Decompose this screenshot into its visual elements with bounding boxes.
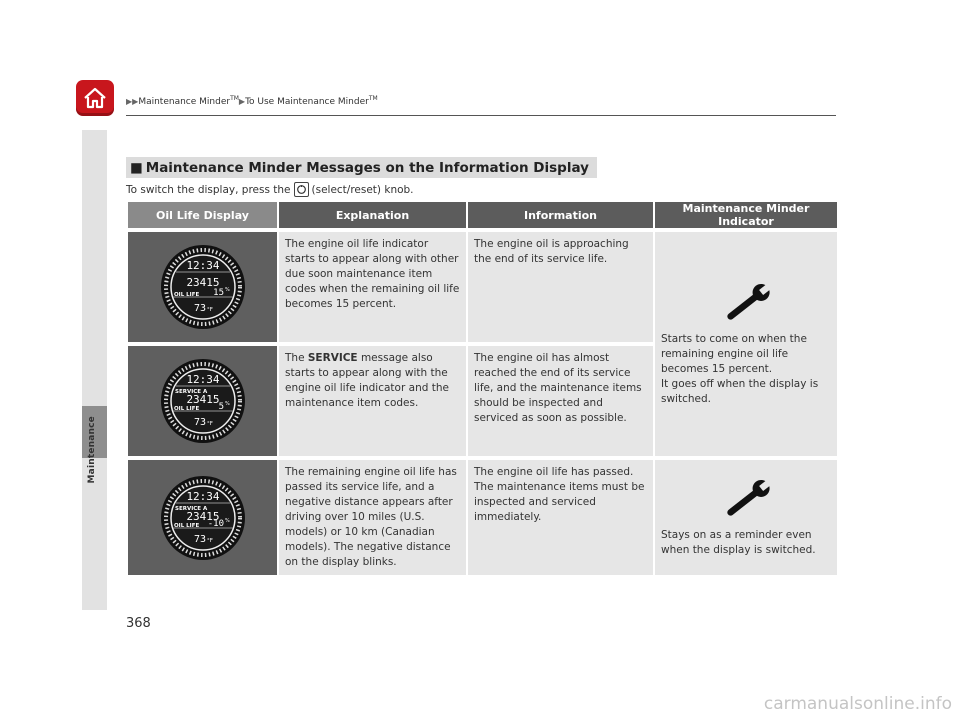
explanation-text: message also starts to appear along with the engine oil life indicator and the maintenance item codes.	[285, 352, 449, 409]
col-header-oil-life: Oil Life Display	[127, 202, 278, 230]
clock-readout: 12:34	[185, 373, 220, 386]
oil-life-gauge	[158, 470, 248, 566]
clock-readout: 12:34	[185, 489, 220, 503]
intro-before: To switch the display, press the	[126, 183, 291, 196]
heading-square: ■	[130, 159, 143, 176]
indicator-cell	[654, 230, 838, 458]
section-heading	[126, 157, 597, 178]
explanation-cell	[278, 344, 467, 458]
section-title: Maintenance Minder Messages on the Information Display	[145, 159, 589, 176]
trademark-mark: TM	[230, 95, 239, 102]
percent-unit: %	[224, 401, 230, 407]
explanation-cell: The remaining engine oil life has passed its service life, and a negative distance appears after driving over 10 miles (U.S. models) or 10 km (Canadian models). The negative distance on the display blinks.	[278, 458, 467, 576]
table-row	[127, 230, 838, 344]
oil-life-gauge	[158, 239, 248, 335]
explanation-text: The	[285, 352, 305, 364]
oil-life-display-cell	[127, 230, 278, 344]
header-rule	[126, 115, 836, 116]
oil-life-label: OIL LIFE	[173, 292, 199, 298]
sidebar	[82, 130, 107, 610]
percent-unit: %	[224, 517, 230, 524]
indicator-text: Stays on as a reminder even when the display is switched.	[661, 529, 816, 556]
service-label: SERVICE A	[174, 389, 207, 395]
information-cell: The engine oil is approaching the end of its service life.	[467, 230, 654, 344]
temp-readout: 73	[193, 417, 206, 428]
temp-unit: °F	[206, 421, 213, 427]
oil-percent-readout: 15	[212, 288, 224, 298]
temp-readout: 73	[193, 533, 206, 545]
wrench-icon	[717, 282, 775, 326]
col-header-information: Information	[467, 202, 654, 230]
percent-unit: %	[224, 287, 230, 293]
information-cell: The engine oil life has passed. The maintenance items must be inspected and serviced immediately.	[467, 458, 654, 576]
select-reset-knob-icon	[294, 182, 309, 197]
clock-readout: 12:34	[185, 259, 220, 272]
odometer-readout: 23415	[185, 276, 220, 289]
page-number: 368	[126, 616, 151, 631]
oil-life-gauge	[158, 353, 248, 449]
wrench-icon	[717, 478, 775, 522]
breadcrumb: ▶▶Maintenance Minder™▶To Use Maintenance Minder™	[126, 95, 378, 107]
watermark: carmanualsonline.info	[763, 694, 952, 714]
odometer-readout: 23415	[185, 509, 220, 523]
oil-life-label: OIL LIFE	[173, 522, 199, 529]
maintenance-minder-table	[126, 202, 839, 577]
intro-text	[126, 182, 414, 197]
service-label: SERVICE A	[174, 505, 207, 512]
oil-life-display-cell	[127, 458, 278, 576]
indicator-text: Starts to come on when the remaining engine oil life becomes 15 percent. It goes off when the display is switched.	[661, 333, 819, 405]
temp-readout: 73	[193, 303, 206, 314]
odometer-readout: 23415	[185, 393, 220, 406]
breadcrumb-item-1[interactable]: Maintenance Minder	[138, 97, 231, 107]
intro-after: (select/reset) knob.	[311, 183, 414, 196]
home-button[interactable]	[76, 80, 114, 116]
oil-life-label: OIL LIFE	[173, 406, 199, 412]
temp-unit: °F	[206, 537, 213, 544]
indicator-cell	[654, 458, 838, 576]
col-header-indicator: Maintenance Minder Indicator	[654, 202, 838, 230]
sidebar-label: Maintenance	[87, 416, 97, 484]
information-cell: The engine oil has almost reached the end of its service life, and the maintenance items should be inspected and serviced as soon as possible.	[467, 344, 654, 458]
col-header-explanation: Explanation	[278, 202, 467, 230]
home-icon	[82, 86, 108, 110]
breadcrumb-item-2[interactable]: To Use Maintenance Minder	[245, 97, 369, 107]
trademark-mark: TM	[368, 95, 378, 102]
table-row	[127, 458, 838, 576]
oil-life-display-cell	[127, 344, 278, 458]
service-keyword: SERVICE	[307, 352, 358, 364]
temp-unit: °F	[206, 307, 213, 313]
oil-percent-readout: -10	[207, 518, 224, 529]
oil-percent-readout: 5	[218, 402, 224, 412]
explanation-cell: The engine oil life indicator starts to appear along with other due soon maintenance item codes when the remaining oil life becomes 15 percent.	[278, 230, 467, 344]
